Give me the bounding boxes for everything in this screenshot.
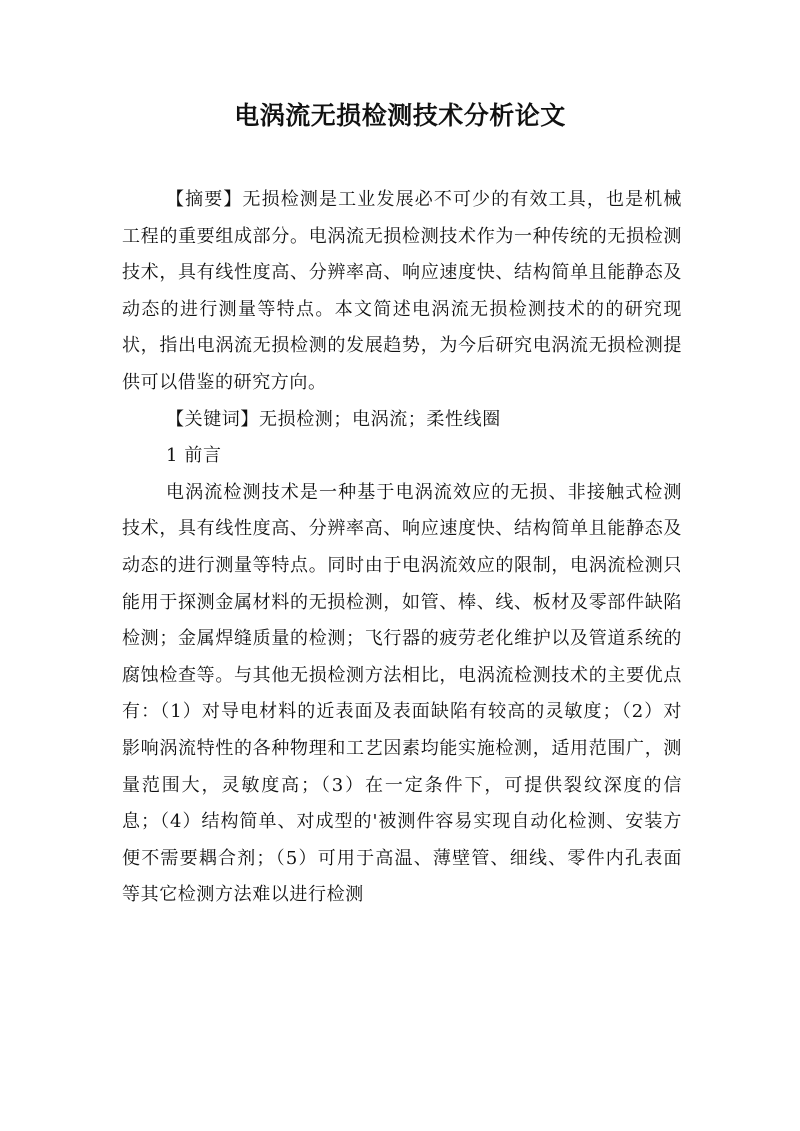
- section-paragraph: 电涡流检测技术是一种基于电涡流效应的无损、非接触式检测技术，具有线性度高、分辨率高、响应速度快、结构简单且能静态及动态的进行测量等特点。同时由于电涡流效应的限制，电涡流检测只能用于探测金属材料的无损检测，如管、棒、线、板材及零部件缺陷检测；金属焊缝质量的检测；飞行器的疲劳老化维护以及管道系统的腐蚀检查等。与其他无损检测方法相比，电涡流检测技术的主要优点有：（1）对导电材料的近表面及表面缺陷有较高的灵敏度；（2）对影响涡流特性的各种物理和工艺因素均能实施检测，适用范围广，测量范围大，灵敏度高；（3）在一定条件下，可提供裂纹深度的信息；（4）结构简单、对成型的'被测件容易实现自动化检测、安装方便不需要耦合剂；（5）可用于高温、薄壁管、细线、零件内孔表面等其它检测方法难以进行检测: [122, 481, 682, 906]
- abstract-text: 无损检测是工业发展必不可少的有效工具，也是机械工程的重要组成部分。电涡流无损检测技术作为一种传统的无损检测技术，具有线性度高、分辨率高、响应速度快、结构简单且能静态及动态的进行测量等特点。本文简述电涡流无损检测技术的的研究现状，指出电涡流无损检测的发展趋势，为今后研究电涡流无损检测提供可以借鉴的研究方向。: [122, 189, 682, 393]
- abstract-label: 【摘要】: [166, 189, 243, 210]
- section-heading: 1 前言: [166, 445, 222, 467]
- keywords-paragraph: [122, 402, 682, 439]
- abstract-paragraph: [122, 182, 682, 402]
- document-title: 电涡流无损检测技术分析论文: [234, 101, 566, 130]
- keywords-text: 无损检测；电涡流；柔性线圈: [259, 408, 501, 430]
- keywords-label: 【关键词】: [166, 408, 259, 430]
- document-body: [122, 182, 682, 914]
